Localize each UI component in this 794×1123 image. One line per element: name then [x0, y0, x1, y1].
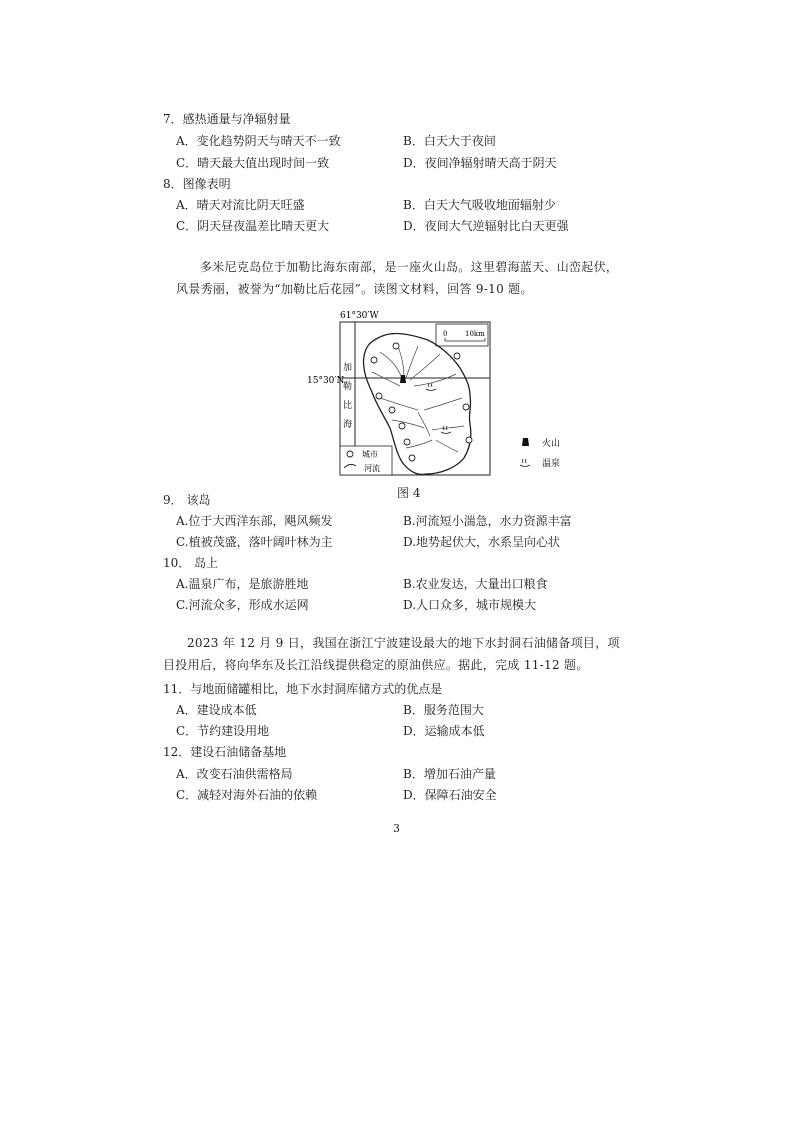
q12-option-b: B．增加石油产量 — [403, 767, 496, 781]
q7-stem: 7．感热通量与净辐射量 — [163, 112, 291, 126]
city-marker — [454, 353, 460, 359]
q12-option-d: D．保障石油安全 — [403, 788, 497, 802]
q10-stem: 10． 岛上 — [163, 556, 219, 570]
q7-option-b: B．白天大于夜间 — [403, 134, 496, 148]
city-marker — [376, 393, 382, 399]
city-marker — [393, 343, 399, 349]
city-marker — [389, 407, 395, 413]
city-markers — [371, 343, 472, 461]
passage-oil-storage: 2023 年 12 月 9 日，我国在浙江宁波建设最大的地下水封洞石油储备项目，项目投用后，将向华东及长江沿线提供稳定的原油供应。据此，完成 11-12 题。 — [163, 636, 620, 672]
city-marker — [409, 455, 415, 461]
legend-volcano: 火山 — [542, 439, 561, 449]
q11-option-b: B．服务范围大 — [403, 703, 484, 717]
q10-option-a: A.温泉广布，是旅游胜地 — [176, 577, 309, 591]
legend-volcano-icon — [522, 438, 529, 446]
legend-city-icon — [347, 451, 353, 457]
page-number: 3 — [393, 822, 400, 835]
scale-km: 10km — [465, 330, 485, 338]
q9-option-a: A.位于大西洋东部，飓风频发 — [176, 514, 333, 528]
q11-option-d: D．运输成本低 — [403, 724, 485, 738]
q7-option-c: C．晴天最大值出现时间一致 — [176, 156, 330, 170]
sea-label: 加 勒 比 海 — [343, 363, 353, 430]
legend-city: 城市 — [362, 450, 378, 459]
q9-stem: 9． 该岛 — [163, 493, 211, 507]
legend-spring: 温泉 — [542, 459, 561, 469]
rivers — [372, 346, 464, 452]
q9-option-d: D.地势起伏大，水系呈向心状 — [403, 535, 561, 549]
q10-option-b: B.农业发达，大量出口粮食 — [403, 577, 548, 591]
passage-dominica: 多米尼克岛位于加勒比海东南部，是一座火山岛。这里碧海蓝天、山峦起伏，风景秀丽，被誉为“加勒比后花园”。读图文材料，回答 9-10 题。 — [176, 260, 619, 296]
figure-caption: 图 4 — [397, 486, 421, 500]
volcano-icon — [400, 375, 406, 383]
q11-stem: 11．与地面储罐相比，地下水封洞库储方式的优点是 — [163, 682, 443, 696]
q12-option-a: A．改变石油供需格局 — [176, 767, 293, 781]
q8-option-d: D．夜间大气逆辐射比白天更强 — [403, 219, 569, 233]
q10-option-c: C.河流众多，形成水运网 — [176, 598, 309, 612]
q8-option-b: B．白天大气吸收地面辐射少 — [403, 198, 556, 212]
q11-option-c: C．节约建设用地 — [176, 724, 270, 738]
city-marker — [371, 357, 377, 363]
city-marker — [404, 439, 410, 445]
hot-spring-icon — [441, 426, 451, 434]
legend-river: 河流 — [364, 464, 380, 473]
longitude-label: 61°30′W — [340, 311, 379, 321]
q8-stem: 8．图像表明 — [163, 177, 231, 191]
q7-option-d: D．夜间净辐射晴天高于阴天 — [403, 156, 557, 170]
q12-stem: 12．建设石油储备基地 — [163, 745, 287, 759]
city-marker — [399, 423, 405, 429]
q8-option-c: C．阴天昼夜温差比晴天更大 — [176, 219, 330, 233]
q9-option-b: B.河流短小湍急，水力资源丰富 — [403, 514, 572, 528]
q12-option-c: C．减轻对海外石油的依赖 — [176, 788, 318, 802]
hot-spring-icon — [426, 383, 436, 391]
q7-option-a: A．变化趋势阴天与晴天不一致 — [176, 134, 341, 148]
q11-option-a: A．建设成本低 — [176, 703, 257, 717]
q9-option-c: C.植被茂盛，落叶阔叶林为主 — [176, 535, 333, 549]
city-marker — [466, 437, 472, 443]
q8-option-a: A．晴天对流比阴天旺盛 — [176, 198, 305, 212]
city-marker — [463, 404, 469, 410]
scale-zero: 0 — [443, 330, 448, 338]
latitude-label: 15°30′N — [307, 376, 345, 386]
legend-spring-icon — [520, 459, 530, 467]
q10-option-d: D.人口众多，城市规模大 — [403, 598, 537, 612]
